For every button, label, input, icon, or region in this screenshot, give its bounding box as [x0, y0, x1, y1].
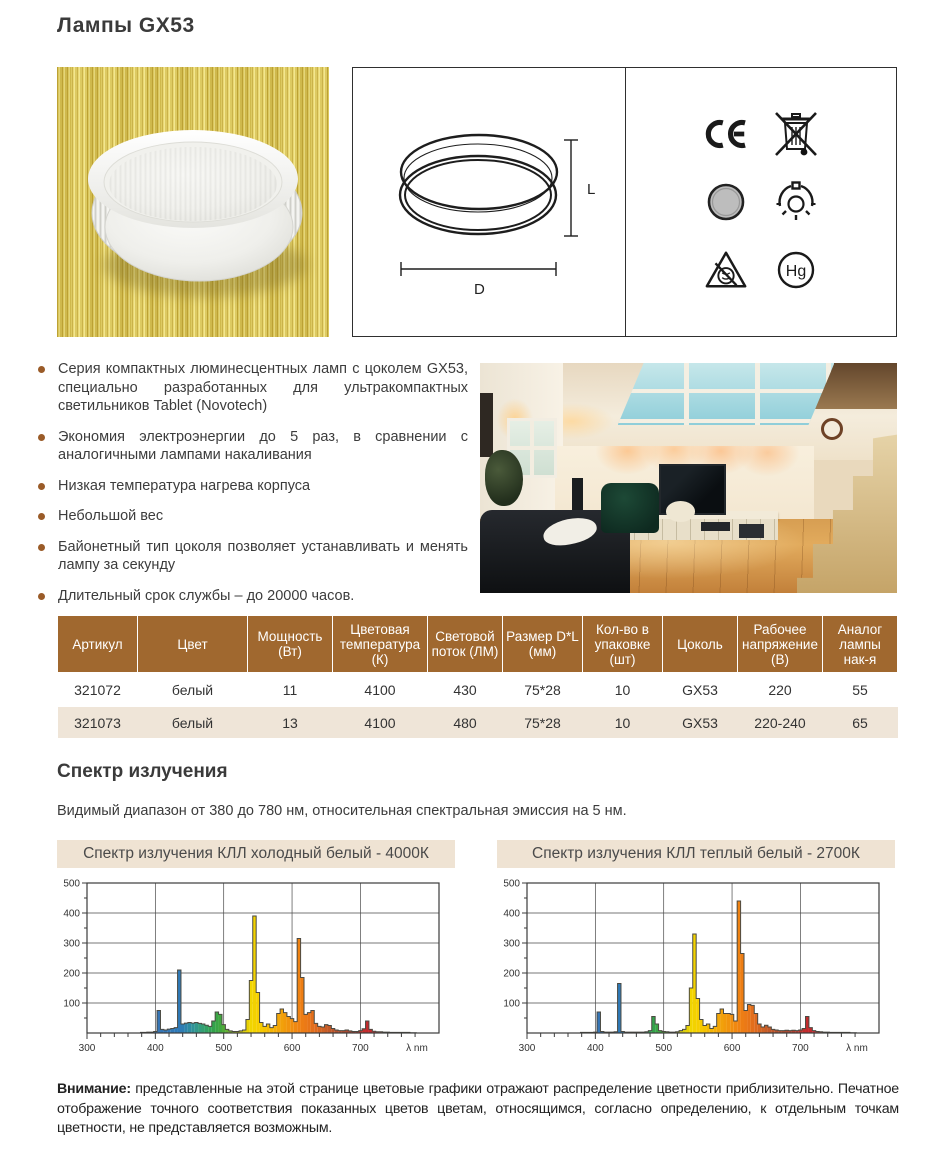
spectrum-chart-cold: [57, 873, 455, 1061]
dimension-label-d: D: [474, 281, 485, 298]
feature-text: Байонетный тип цоколя позволяет устанавливать и менять лампу за секунду: [58, 538, 468, 573]
feature-item: [38, 538, 468, 575]
svg-text:700: 700: [792, 1043, 809, 1054]
table-header-cell: Мощность (Вт): [248, 616, 333, 674]
table-cell: 11: [248, 673, 333, 706]
svg-text:500: 500: [63, 878, 80, 890]
table-row: [58, 673, 898, 706]
svg-text:Hg: Hg: [785, 263, 807, 280]
ce-mark-icon: [703, 111, 749, 157]
weee-bin-icon: [773, 111, 819, 157]
feature-text: Небольшой вес: [58, 508, 164, 524]
table-cell: 321072: [58, 673, 138, 706]
not-dimmable-icon: [703, 247, 749, 293]
dimension-label-l: L: [587, 181, 596, 198]
svg-text:500: 500: [215, 1043, 233, 1054]
svg-text:400: 400: [503, 908, 520, 920]
table-header-cell: Кол-во в упаковке (шт): [583, 616, 663, 674]
table-row: [58, 706, 898, 738]
spec-table: [57, 615, 898, 738]
table-cell: 65: [823, 706, 898, 738]
room-ottoman: [666, 501, 695, 522]
table-cell: 4100: [333, 673, 428, 706]
table-cell: 480: [428, 706, 503, 738]
table-header-cell: Артикул: [58, 616, 138, 674]
spectrum-subtitle: Видимый диапазон от 380 до 780 нм, относительная спектральная эмиссия на 5 нм.: [57, 803, 627, 819]
page-title: Лампы GX53: [57, 14, 195, 37]
svg-text:700: 700: [352, 1043, 369, 1054]
features-list: [38, 360, 468, 617]
table-cell: 321073: [58, 706, 138, 738]
recessed-luminaire-icon: [773, 179, 819, 225]
svg-text:λ nm: λ nm: [406, 1043, 428, 1054]
chart-title: Спектр излучения КЛЛ теплый белый - 2700К: [497, 840, 895, 868]
table-cell: 10: [583, 673, 663, 706]
room-photo: [480, 363, 897, 593]
room-plant: [485, 450, 523, 505]
spectrum-chart-warm: [497, 873, 895, 1061]
svg-text:600: 600: [723, 1043, 741, 1054]
table-header-row: [58, 616, 898, 674]
feature-item: [38, 587, 468, 606]
chart-title: Спектр излучения КЛЛ холодный белый - 4000К: [57, 840, 455, 868]
svg-text:200: 200: [503, 968, 520, 980]
table-cell: GX53: [663, 706, 738, 738]
table-header-cell: Аналог лампы нак-я: [823, 616, 898, 674]
svg-text:600: 600: [283, 1043, 301, 1054]
bullet-icon: [38, 483, 45, 490]
svg-text:400: 400: [147, 1043, 164, 1054]
feature-item: [38, 477, 468, 496]
table-cell: 4100: [333, 706, 428, 738]
chart-panel-cold-white: [57, 840, 455, 1061]
table-header-cell: Рабочее напряжение (В): [738, 616, 823, 674]
table-cell: 75*28: [503, 673, 583, 706]
table-header-cell: Световой поток (ЛМ): [428, 616, 503, 674]
product-photo: [57, 67, 329, 337]
cert-icons-panel: [626, 68, 896, 336]
room-picture-frame: [480, 393, 493, 457]
feature-text: Длительный срок службы – до 20000 часов.: [58, 587, 355, 604]
table-cell: белый: [138, 706, 248, 738]
feature-text: Низкая температура нагрева корпуса: [58, 477, 311, 494]
room-skylight: [618, 363, 835, 425]
svg-text:500: 500: [503, 878, 520, 890]
bullet-icon: [38, 544, 45, 551]
lamp-outline-drawing: [353, 68, 624, 335]
svg-text:300: 300: [503, 938, 520, 950]
svg-text:100: 100: [503, 998, 520, 1010]
feature-item: [38, 428, 468, 465]
room-clock: [821, 418, 843, 440]
feature-text: Экономия электроэнергии до 5 раз, в сравнении с аналогичными лампами накаливания: [58, 428, 468, 463]
table-cell: GX53: [663, 673, 738, 706]
svg-text:500: 500: [655, 1043, 673, 1054]
mercury-icon: [773, 247, 819, 293]
table-cell: 220-240: [738, 706, 823, 738]
chart-panel-warm-white: [497, 840, 895, 1061]
table-cell: 220: [738, 673, 823, 706]
room-av-box: [739, 524, 764, 538]
svg-text:300: 300: [63, 938, 80, 950]
dimension-drawing: [353, 68, 626, 336]
spec-box: [352, 67, 897, 337]
table-cell: 13: [248, 706, 333, 738]
svg-text:400: 400: [587, 1043, 604, 1054]
bullet-icon: [38, 366, 45, 373]
lamp-image: [57, 67, 329, 337]
bullet-icon: [38, 513, 45, 520]
bullet-icon: [38, 593, 45, 600]
svg-text:100: 100: [63, 998, 80, 1010]
svg-text:300: 300: [78, 1043, 96, 1054]
table-header-cell: Цвет: [138, 616, 248, 674]
room-av-box: [701, 522, 730, 531]
warning-text: представленные на этой странице цветовые графики отражают распределение цветности приблизительно. Печатное отображение точного соответствия показанных цветов цветам, относящимся, согласно определению, к отдельным точкам цветности, не представляется возможным.: [57, 1081, 899, 1136]
table-header-cell: Размер D*L (мм): [503, 616, 583, 674]
warning-note: [57, 1080, 899, 1139]
room-armchair: [601, 483, 659, 534]
feature-item: [38, 360, 468, 416]
svg-text:λ nm: λ nm: [846, 1043, 868, 1054]
svg-text:400: 400: [63, 908, 80, 920]
table-header-cell: Цветовая температура (К): [333, 616, 428, 674]
table-cell: 430: [428, 673, 503, 706]
lamp-face-icon: [703, 179, 749, 225]
table-cell: 75*28: [503, 706, 583, 738]
bullet-icon: [38, 434, 45, 441]
table-cell: 10: [583, 706, 663, 738]
svg-text:200: 200: [63, 968, 80, 980]
warning-bold: Внимание:: [57, 1081, 131, 1097]
svg-text:300: 300: [518, 1043, 536, 1054]
table-cell: белый: [138, 673, 248, 706]
table-cell: 55: [823, 673, 898, 706]
feature-item: [38, 507, 468, 526]
table-header-cell: Цоколь: [663, 616, 738, 674]
spectrum-section-title: Спектр излучения: [57, 761, 228, 782]
feature-text: Серия компактных люминесцентных ламп с цоколем GX53, специально разработанных для ультракомпактных светильников Tablet (Novotech): [58, 361, 468, 414]
